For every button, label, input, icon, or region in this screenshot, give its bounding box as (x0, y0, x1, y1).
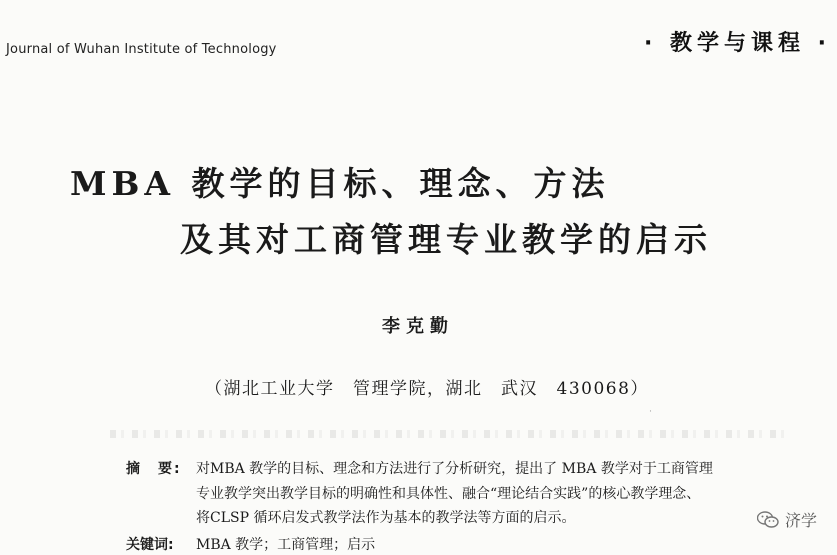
abstract-row-2 (126, 482, 786, 507)
journal-name: Journal of Wuhan Institute of Technology (6, 42, 277, 57)
keywords (126, 534, 375, 554)
abstract-line-2: 专业教学突出教学目标的明确性和具体性、融合“理论结合实践”的核心教学理念、 (196, 485, 701, 502)
abstract-row-1 (126, 457, 786, 482)
abstract-line-1: 对MBA 教学的目标、理念和方法进行了分析研究，提出了 MBA 教学对于工商管理 (196, 461, 713, 477)
scan-noise-divider (110, 430, 790, 438)
author-name: 李克勤 (382, 316, 454, 337)
wechat-icon (757, 511, 779, 529)
scan-speck: ˙ (648, 410, 653, 421)
abstract-label: 摘 要: (126, 461, 182, 477)
keywords-label: 关键词: (126, 537, 174, 553)
watermark-text: 济学 (784, 511, 817, 530)
title-line-2: 及其对工商管理专业教学的启示 (180, 220, 712, 259)
section-label: · 教学与课程 · (643, 31, 831, 56)
affiliation: （湖北工业大学 管理学院，湖北 武汉 430068） (205, 379, 649, 399)
abstract (126, 457, 786, 531)
watermark (757, 508, 817, 531)
abstract-line-3: 将CLSP 循环启发式教学法作为基本的教学法等方面的启示。 (196, 510, 576, 526)
title-line-1: MBA 教学的目标、理念、方法 (70, 164, 610, 203)
abstract-row-3 (126, 506, 786, 531)
keywords-value: MBA 教学；工商管理；启示 (196, 537, 376, 553)
